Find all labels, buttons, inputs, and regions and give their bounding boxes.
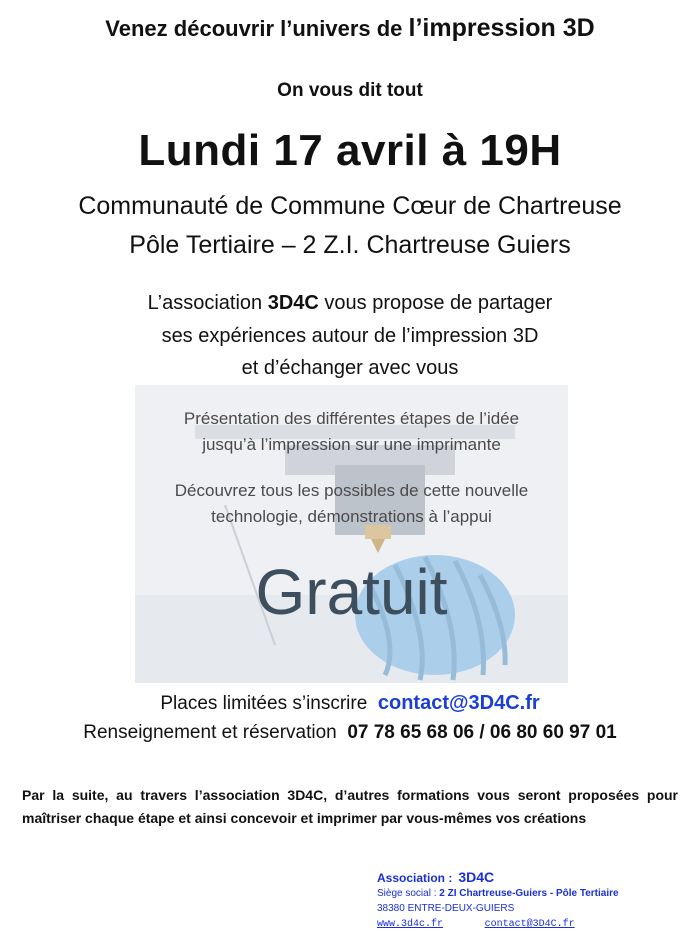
- association-name: 3D4C: [458, 869, 495, 885]
- website-link[interactable]: www.3d4c.fr: [377, 919, 444, 930]
- headline: [0, 14, 700, 43]
- photo-text-1: Présentation des différentes étapes de l’idée: [183, 409, 520, 428]
- event-date: Lundi 17 avril à 19H: [138, 126, 562, 175]
- intro-line-3: et d’échanger avec vous: [241, 357, 459, 379]
- photo-text-3: Découvrez tous les possibles de cette nouvelle: [174, 481, 529, 500]
- info-line: [0, 722, 700, 744]
- intro-post: vous propose de partager: [318, 292, 553, 314]
- siege-label: Siège social :: [377, 888, 437, 899]
- siege-line: [377, 886, 619, 901]
- info-label: Renseignement et réservation: [83, 722, 337, 743]
- intro-pre: L’association: [147, 292, 268, 314]
- association-block: [377, 870, 619, 932]
- printer-photo: [135, 385, 568, 683]
- headline-part1: Venez découvrir l’univers de: [105, 16, 409, 41]
- registration-label: Places limitées s’inscrire: [160, 693, 368, 714]
- city-line: 38380 ENTRE-DEUX-GUIERS: [377, 903, 515, 914]
- siege-value: 2 ZI Chartreuse-Guiers - Pôle Tertiaire: [439, 888, 619, 899]
- gratuit-label: Gratuit: [255, 556, 448, 628]
- photo-text-4: technologie, démonstrations à l’appui: [211, 507, 492, 526]
- subheadline: On vous dit tout: [277, 80, 423, 101]
- venue-line-1: Communauté de Commune Cœur de Chartreuse: [78, 192, 622, 220]
- registration-line: [0, 692, 700, 715]
- phone-numbers: 07 78 65 68 06 / 06 80 60 97 01: [347, 722, 617, 743]
- association-label: Association :: [377, 871, 453, 885]
- footer-paragraph: Par la suite, au travers l’association 3D4C, d’autres formations vous seront proposées pour maîtriser chaque étape et ainsi concevoir et imprimer par vous-mêmes vos créations: [22, 787, 678, 826]
- association-links: [377, 916, 619, 932]
- intro-association-name: 3D4C: [267, 292, 319, 314]
- registration-email-link[interactable]: contact@3D4C.fr: [377, 692, 540, 714]
- intro-line-1: [0, 292, 700, 315]
- association-email-link[interactable]: contact@3D4C.fr: [484, 919, 575, 930]
- intro-line-2: ses expériences autour de l’impression 3D: [161, 325, 539, 347]
- photo-text-2: jusqu’à l’impression sur une imprimante: [202, 435, 501, 454]
- venue-line-2: Pôle Tertiaire – 2 Z.I. Chartreuse Guiers: [129, 231, 571, 259]
- association-title: [377, 870, 619, 886]
- headline-part2: l’impression 3D: [408, 14, 595, 42]
